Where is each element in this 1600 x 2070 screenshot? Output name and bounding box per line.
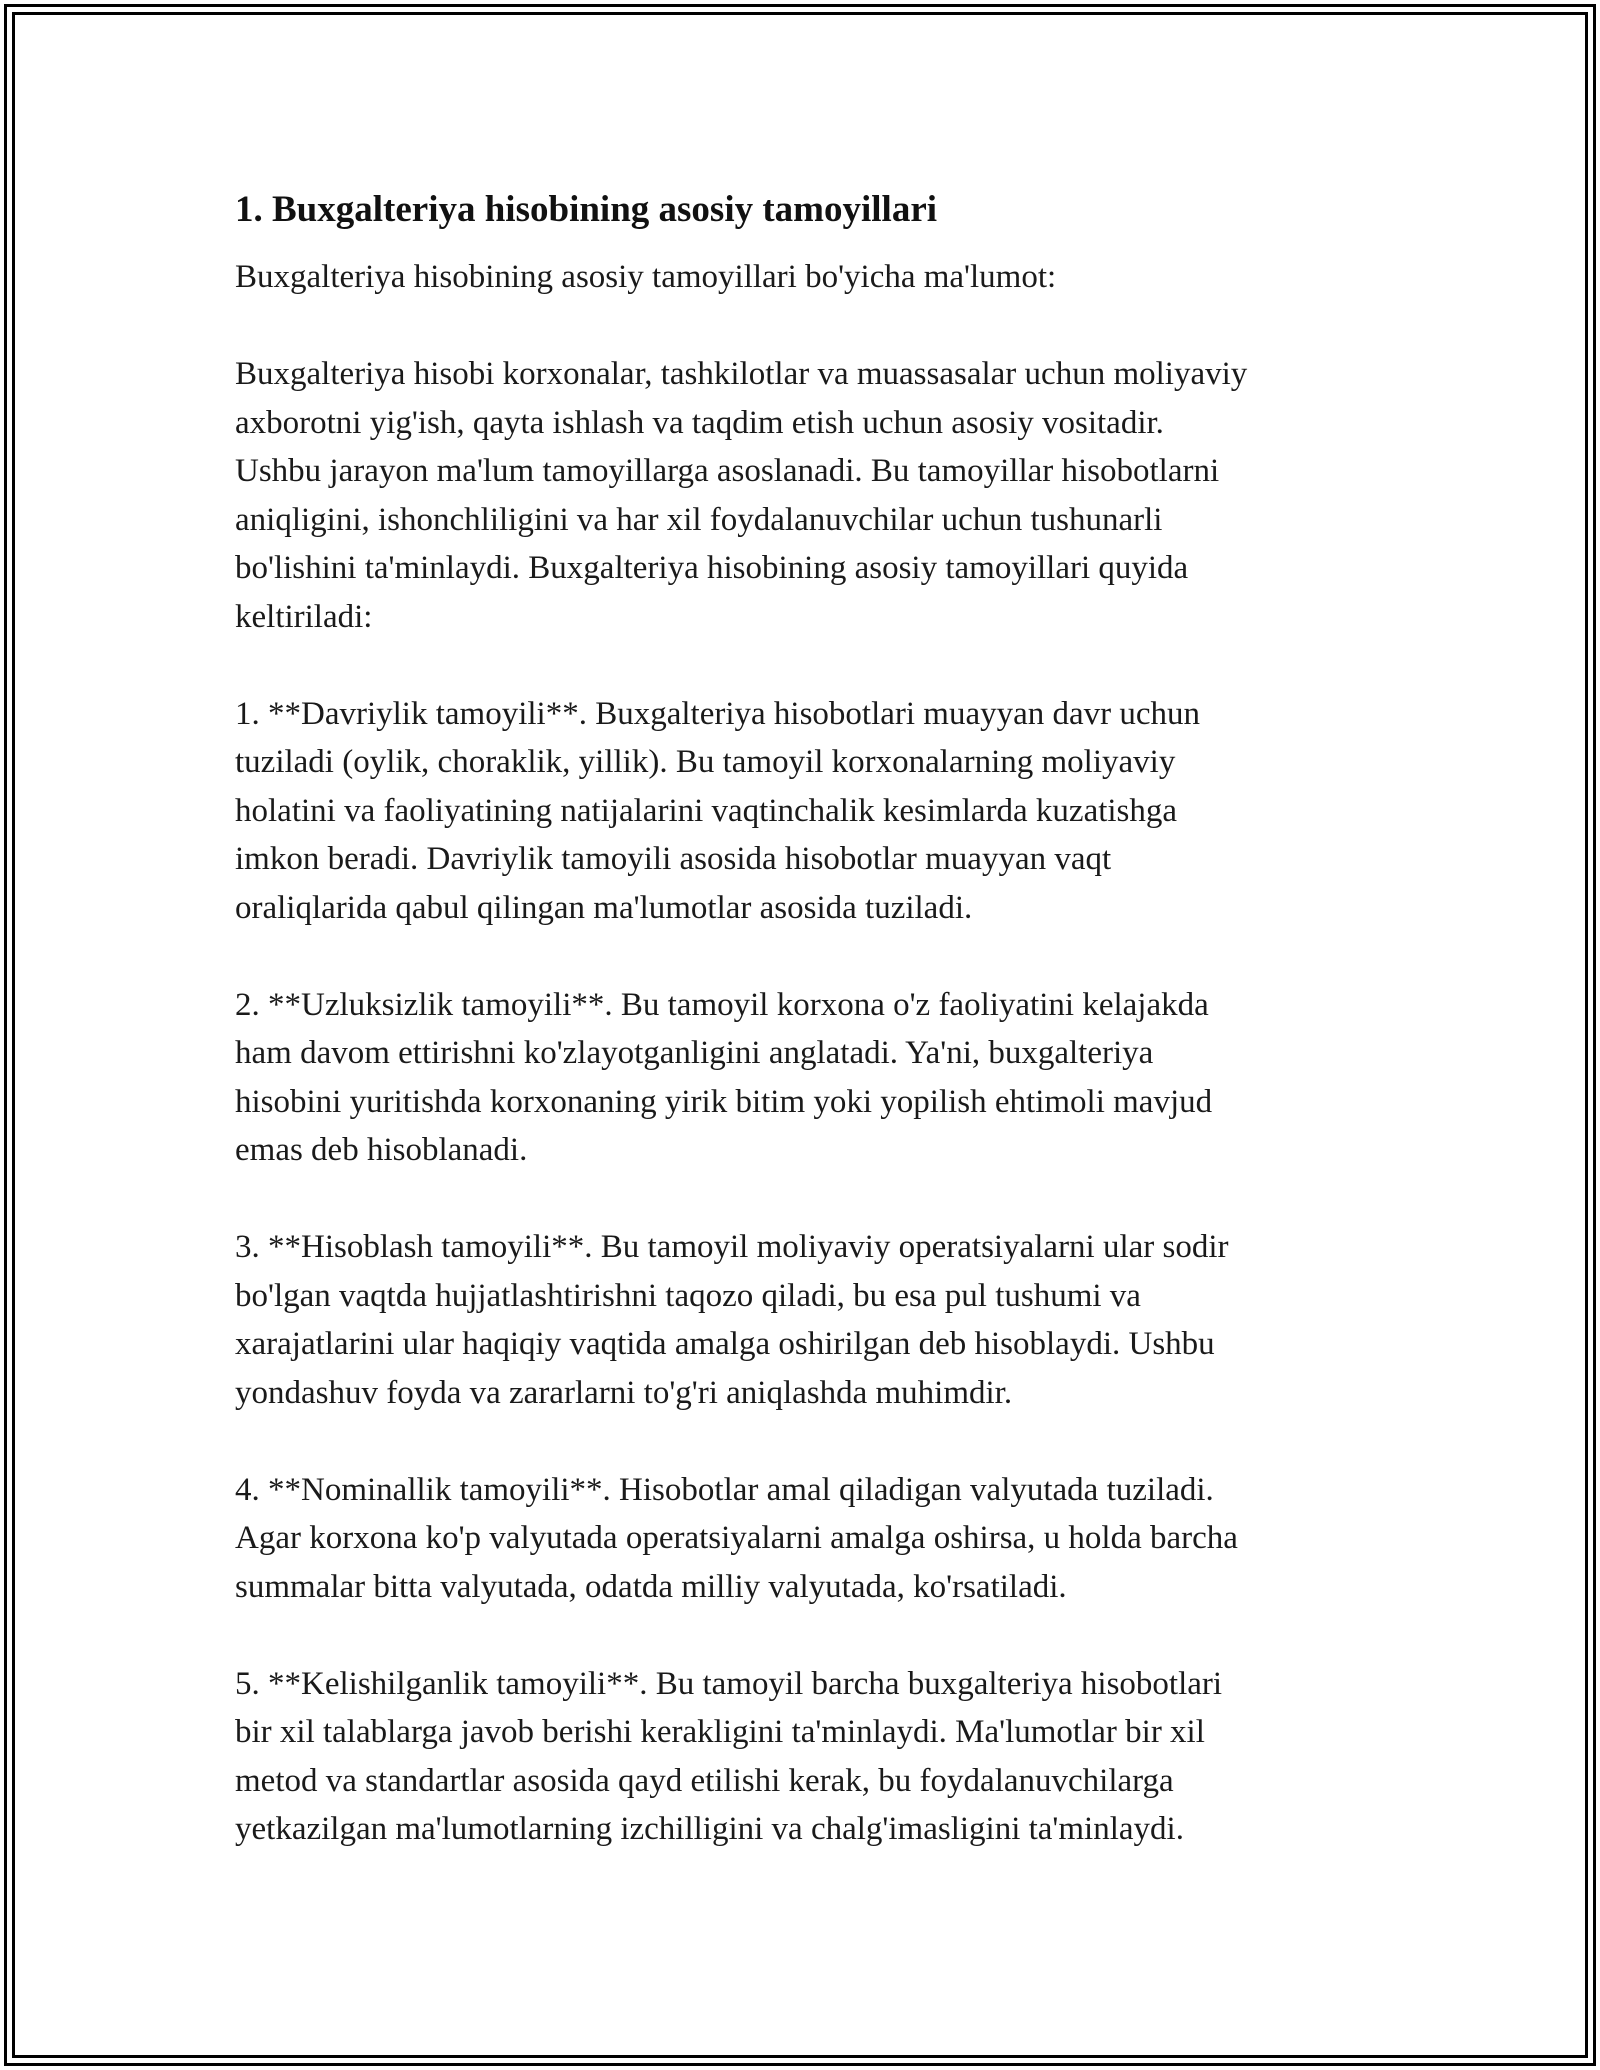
principle-paragraph-5: 5. **Kelishilganlik tamoyili**. Bu tamoyil barcha buxgalteriya hisobotlari bir xil talablarga javob berishi kerakligini ta'minlaydi. Ma'lumotlar bir xil metod va standartlar asosida qayd etilishi kerak, bu foydalanuvchilarga yetkazilgan ma'lumotlarning izchilligini va chalg'imasligini ta'minlaydi.	[235, 1665, 1223, 1847]
document-title: 1. Buxgalteriya hisobining asosiy tamoyillari	[235, 189, 938, 230]
principle-paragraph-4: 4. **Nominallik tamoyili**. Hisobotlar amal qiladigan valyutada tuziladi. Agar korxona ko'p valyutada operatsiyalarni amalga oshirsa, u holda barcha summalar bitta valyutada, odatda milliy valyutada, ko'rsatiladi.	[235, 1471, 1238, 1605]
intro-paragraph: Buxgalteriya hisobining asosiy tamoyillari bo'yicha ma'lumot:	[235, 259, 1057, 295]
document-body	[235, 185, 1385, 1854]
principle-paragraph-3: 3. **Hisoblash tamoyili**. Bu tamoyil moliyaviy operatsiyalarni ular sodir bo'lgan vaqtda hujjatlashtirishni taqozo qiladi, bu esa pul tushumi va xarajatlarini ular haqiqiy vaqtida amalga oshirilgan deb hisoblaydi. Ushbu yondashuv foyda va zararlarni to'g'ri aniqlashda muhimdir.	[235, 1229, 1229, 1411]
principle-paragraph-1: 1. **Davriylik tamoyili**. Buxgalteriya hisobotlari muayyan davr uchun tuziladi (oylik, choraklik, yillik). Bu tamoyil korxonalarning moliyaviy holatini va faoliyatining natijalarini vaqtinchalik kesimlarda kuzatishga imkon beradi. Davriylik tamoyili asosida hisobotlar muayyan vaqt oraliqlarida qabul qilingan ma'lumotlar asosida tuziladi.	[235, 695, 1201, 926]
overview-paragraph: Buxgalteriya hisobi korxonalar, tashkilotlar va muassasalar uchun moliyaviy axborotni yig'ish, qayta ishlash va taqdim etish uchun asosiy vositadir. Ushbu jarayon ma'lum tamoyillarga asoslanadi. Bu tamoyillar hisobotlarni aniqligini, ishonchliligini va har xil foydalanuvchilar uchun tushunarli bo'lishini ta'minlaydi. Buxgalteriya hisobining asosiy tamoyillari quyida keltiriladi:	[235, 356, 1248, 635]
principle-paragraph-2: 2. **Uzluksizlik tamoyili**. Bu tamoyil korxona o'z faoliyatini kelajakda ham davom ettirishni ko'zlayotganligini anglatadi. Ya'ni, buxgalteriya hisobini yuritishda korxonaning yirik bitim yoki yopilish ehtimoli mavjud emas deb hisoblanadi.	[235, 986, 1213, 1168]
